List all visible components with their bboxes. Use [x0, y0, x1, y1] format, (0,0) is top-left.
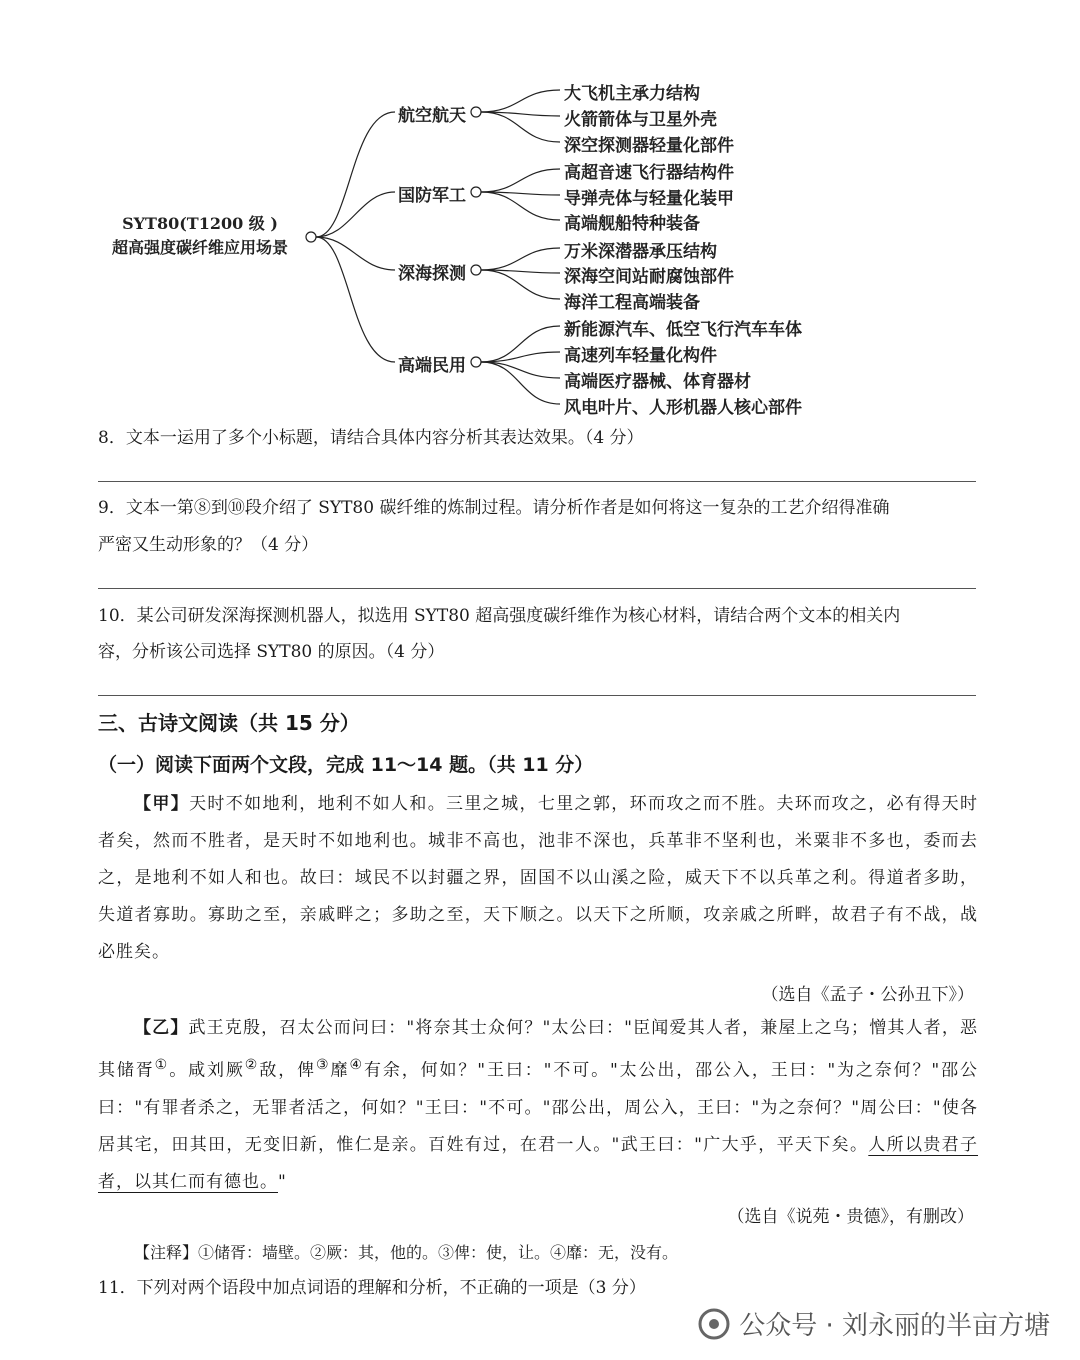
- section-subtitle: （一）阅读下面两个文段，完成 11～14 题。（共 11 分）: [98, 754, 594, 776]
- leaf-item: 火箭箭体与卫星外壳: [564, 110, 717, 130]
- footnote-marker: ③: [315, 1057, 331, 1073]
- passage-yi-text: 敌，俾: [259, 1060, 316, 1081]
- branch-civil: 高端民用: [398, 356, 466, 376]
- mindmap-root-line1: SYT80(T1200 级 ): [122, 214, 278, 233]
- mindmap-root: [100, 212, 300, 260]
- leaf-item: 万米深潜器承压结构: [564, 242, 717, 262]
- branch-defense: 国防军工: [398, 186, 466, 206]
- passage-yi-source: （选自《说苑・贵德》，有删改）: [727, 1207, 974, 1227]
- wechat-channel-icon: [697, 1307, 731, 1341]
- question-10-line2: 容，分析该公司选择 SYT80 的原因。（4 分）: [98, 642, 445, 662]
- leaf-item: 高端医疗器械、体育器材: [564, 372, 751, 392]
- leaf-item: 高超音速飞行器结构件: [564, 163, 734, 183]
- annotation-notes: 【注释】①储胥：墙壁。②厥：其，他的。③俾：使，让。④靡：无，没有。: [134, 1243, 679, 1262]
- footnote-marker: ④: [349, 1057, 365, 1073]
- watermark-text: 公众号 · 刘永丽的半亩方塘: [739, 1311, 1050, 1341]
- passage-yi: [98, 1010, 978, 1201]
- leaf-item: 高端舰船特种装备: [564, 214, 700, 234]
- section-title: 三、古诗文阅读（共 15 分）: [98, 711, 360, 735]
- passage-yi-text: 靡: [330, 1060, 350, 1081]
- mindmap-connectors: [0, 0, 1080, 420]
- passage-yi-text: 有余，何如？"王曰："不可。"太公出，邵公入，王曰："为之奈何？"邵公曰："有罪者杀之，无罪者活之，何如？"王曰："不可。"邵公出，周公入，王曰："为之奈何？"周公曰："使各居其宅，田其田，无变旧新，惟仁是亲。百姓有过，在君一人。"武王曰："广大乎，平天下矣。: [98, 1060, 979, 1155]
- leaf-item: 深空探测器轻量化部件: [564, 136, 734, 156]
- underlined-sentence: 人所以贵君子者，以其仁而有德也。: [98, 1134, 979, 1192]
- branch-deepsea: 深海探测: [398, 264, 466, 284]
- leaf-item: 大飞机主承力结构: [564, 84, 700, 104]
- answer-line-10[interactable]: [98, 695, 976, 696]
- leaf-item: 海洋工程高端装备: [564, 293, 700, 313]
- question-9-line2: 严密又生动形象的？（4 分）: [98, 535, 319, 555]
- question-11: 11．下列对两个语段中加点词语的理解和分析，不正确的一项是（3 分）: [98, 1278, 646, 1298]
- leaf-item: 高速列车轻量化构件: [564, 346, 717, 366]
- footnote-marker: ①: [154, 1057, 170, 1073]
- passage-yi-text: ": [278, 1171, 287, 1192]
- watermark: [697, 1305, 1050, 1342]
- branch-aerospace: 航空航天: [398, 106, 466, 126]
- passage-yi-tag: 【乙】: [134, 1018, 189, 1038]
- passage-jia-tag: 【甲】: [134, 794, 190, 814]
- footnote-marker: ②: [244, 1057, 260, 1073]
- question-9-line1: 9．文本一第⑧到⑩段介绍了 SYT80 碳纤维的炼制过程。请分析作者是如何将这一复杂的工艺介绍得准确: [98, 498, 890, 518]
- passage-jia: [98, 786, 978, 971]
- answer-line-8[interactable]: [98, 481, 976, 482]
- question-8: 8．文本一运用了多个小标题，请结合具体内容分析其表达效果。（4 分）: [98, 428, 644, 448]
- leaf-item: 深海空间站耐腐蚀部件: [564, 267, 734, 287]
- passage-jia-text: 天时不如地利，地利不如人和。三里之城，七里之郭，环而攻之而不胜。夫环而攻之，必有得天时者矣，然而不胜者，是天时不如地利也。城非不高也，池非不深也，兵革非不坚利也，米粟非不多也，委而去之，是地利不如人和也。故曰：域民不以封疆之界，固国不以山溪之险，威天下不以兵革之利。得道者多助，失道者寡助。寡助之至，亲戚畔之；多助之至，天下顺之。以天下之所顺，攻亲戚之所畔，故君子有不战，战必胜矣。: [98, 794, 979, 962]
- leaf-item: 风电叶片、人形机器人核心部件: [564, 398, 802, 418]
- answer-line-9[interactable]: [98, 588, 976, 589]
- question-10-line1: 10．某公司研发深海探测机器人，拟选用 SYT80 超高强度碳纤维作为核心材料，请结合两个文本的相关内: [98, 606, 901, 626]
- passage-yi-text: 。咸刘厥: [169, 1060, 245, 1081]
- leaf-item: 导弹壳体与轻量化装甲: [564, 189, 734, 209]
- passage-jia-source: （选自《孟子・公孙丑下》）: [761, 985, 974, 1005]
- passage-yi-text: 武王克殷，召太公而问曰："将奈其士众何？"太公曰："臣闻爱其人者，兼屋上之乌；憎其人者，恶其储胥: [98, 1018, 978, 1081]
- leaf-item: 新能源汽车、低空飞行汽车车体: [564, 320, 802, 340]
- mindmap-root-line2: 超高强度碳纤维应用场景: [111, 238, 288, 257]
